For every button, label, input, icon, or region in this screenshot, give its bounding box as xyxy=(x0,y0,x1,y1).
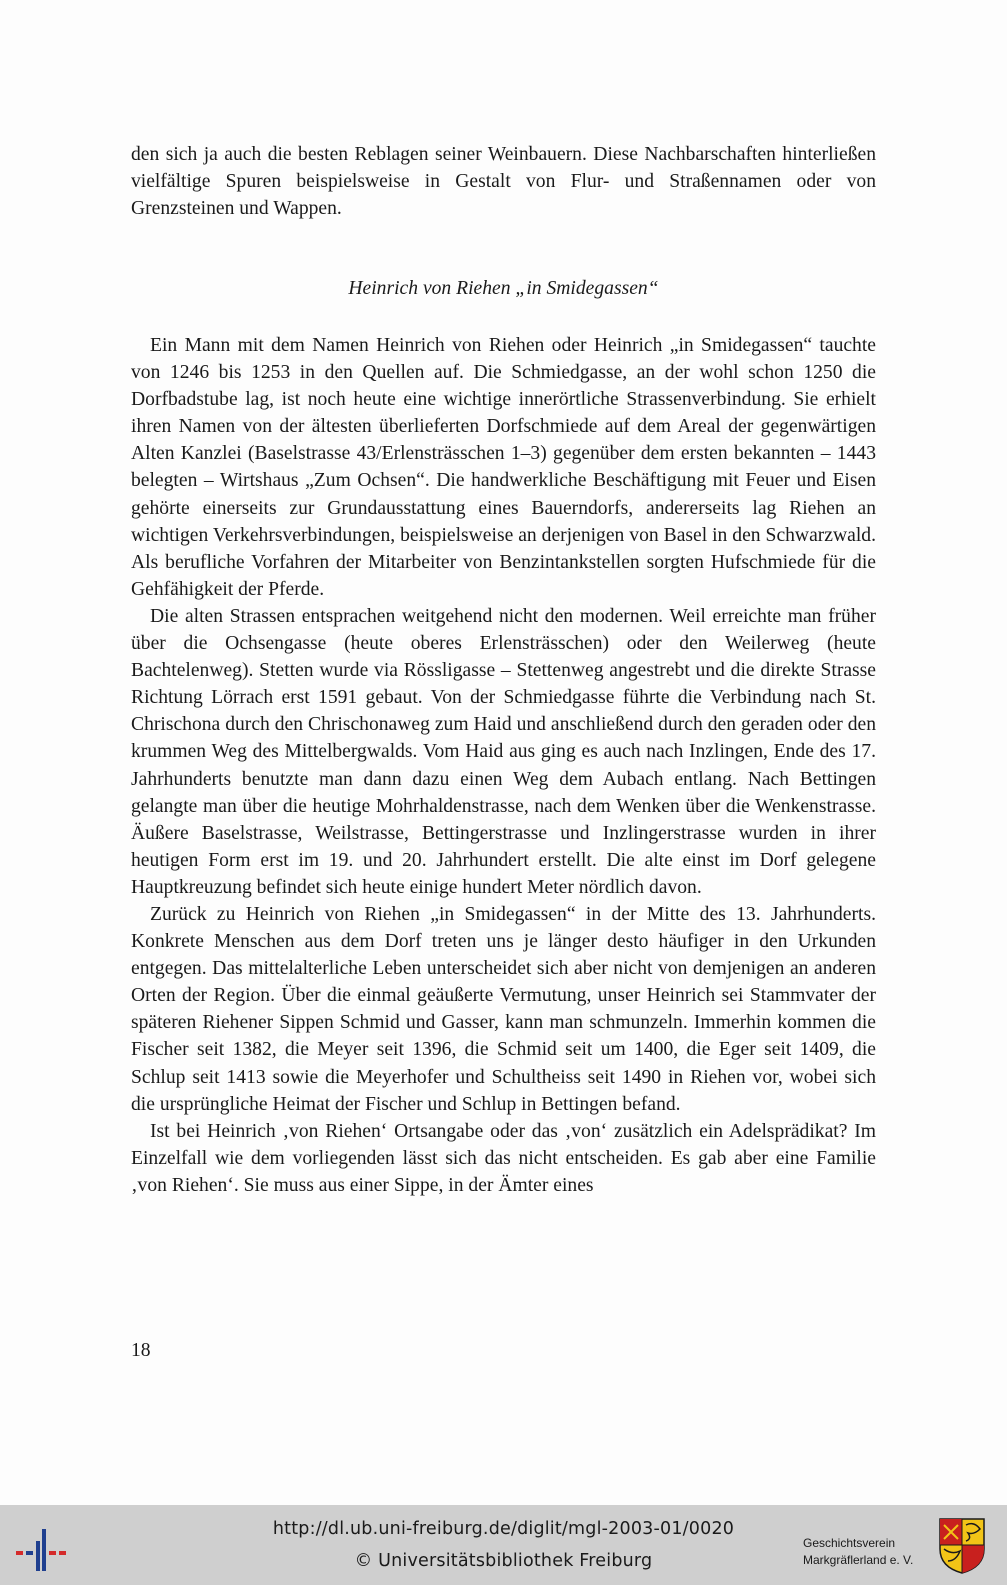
intro-paragraph: den sich ja auch die besten Reblagen seiner Weinbauern. Diese Nachbarschaften hinterließen vielfältige Spuren beispielsweise in Gestalt von Flur- und Straßennamen oder von Grenzsteinen und Wappen. xyxy=(131,144,876,220)
coat-of-arms-icon[interactable] xyxy=(938,1517,986,1575)
page-number: 18 xyxy=(131,1340,151,1361)
society-name xyxy=(803,1535,929,1569)
section-heading: Heinrich von Riehen „in Smidegassen“ xyxy=(348,278,659,299)
paragraph-4: Ist bei Heinrich ‚von Riehen‘ Ortsangabe oder das ‚von‘ zusätzlich ein Adelsprädikat? Im Einzelfall wie dem vorliegenden lässt sich das nicht entscheiden. Es gab aber eine Familie ‚von Riehen‘. Sie muss aus einer Sippe, in der Ämter eines xyxy=(131,1120,876,1196)
paragraph-2: Die alten Strassen entsprachen weitgehend nicht den modernen. Weil erreichte man früher über die Ochsengasse (heute oberes Erlensträsschen) oder den Weilerweg (heute Bachtelenweg). Stetten wurde via Rössligasse – Stettenweg angestrebt und die direkte Strasse Richtung Lörrach erst 1591 gebaut. Von der Schmiedgasse führte die Verbindung nach St. Chrischona durch den Chrischonaweg zum Haid und anschließend durch den geraden oder den krummen Weg des Mittelbergwalds. Vom Haid aus ging es auch nach Inzlingen, Ende des 17. Jahrhunderts benutzte man dann dazu einen Weg dem Aubach entlang. Nach Bettingen gelangte man über die heutige Mohrhaldenstrasse, nach dem Wenken über die Wenkenstrasse. Äußere Baselstrasse, Weilstrasse, Bettingerstrasse und Inzlingerstrasse wurden in ihrer heutigen Form erst im 19. und 20. Jahrhundert erstellt. Die alte einst im Dorf gelegene Hauptkreuzung befindet sich heute einige hundert Meter nördlich davon. xyxy=(131,605,876,898)
paragraph-1: Ein Mann mit dem Namen Heinrich von Riehen oder Heinrich „in Smidegassen“ tauchte von 1246 bis 1253 in den Quellen auf. Die Schmiedgasse, an der wohl schon 1250 die Dorfbadstube lag, ist noch heute eine wichtige innerörtliche Strassenverbindung. Sie erhielt ihren Namen von der ältesten überlieferten Dorfschmiede auf dem Areal der gegenwärtigen Alten Kanzlei (Baselstrasse 43/Erlensträsschen 1–3) gegenüber dem ersten bekannten – 1443 belegten – Wirtshaus „Zum Ochsen“. Die handwerkliche Beschäftigung mit Feuer und Eisen gehörte einerseits zur Grundausstattung eines Bauerndorfs, andererseits lag Riehen an wichtigen Verkehrsverbindungen, beispielsweise an derjenigen von Basel in den Schwarzwald. Als berufliche Vorfahren der Mitarbeiter von Benzintankstellen sorgten Hufschmiede für die Gehfähigkeit der Pferde. xyxy=(131,335,876,600)
body-text xyxy=(131,332,876,1199)
society-line-1: Geschichtsverein xyxy=(803,1536,896,1550)
footer-url-link[interactable]: http://dl.ub.uni-freiburg.de/diglit/mgl-2003-01/0020 xyxy=(272,1519,735,1539)
paragraph-3: Zurück zu Heinrich von Riehen „in Smidegassen“ in der Mitte des 13. Jahrhunderts. Konkrete Menschen aus dem Dorf treten uns je länger desto häufiger in den Urkunden entgegen. Das mittelalterliche Leben unterscheidet sich aber nicht von demjenigen an anderen Orten der Region. Über die einmal geäußerte Vermutung, unser Heinrich sei Stammvater der späteren Riehener Sippen Schmid und Gasser, kann man schmunzeln. Immerhin kommen die Fischer seit 1382, die Meyer seit 1396, die Schmid seit um 1400, die Eger seit 1409, die Schlup seit 1413 sowie die Meyerhofer und Schultheiss seit 1490 in Riehen vor, wobei sich die ursprüngliche Heimat der Fischer und Schlup in Bettingen befand. xyxy=(131,903,876,1115)
footer-copyright: © Universitätsbibliothek Freiburg xyxy=(354,1551,653,1571)
footer-bar xyxy=(0,1505,1007,1585)
society-line-2: Markgräflerland e. V. xyxy=(803,1553,914,1567)
intro-text xyxy=(131,141,876,222)
